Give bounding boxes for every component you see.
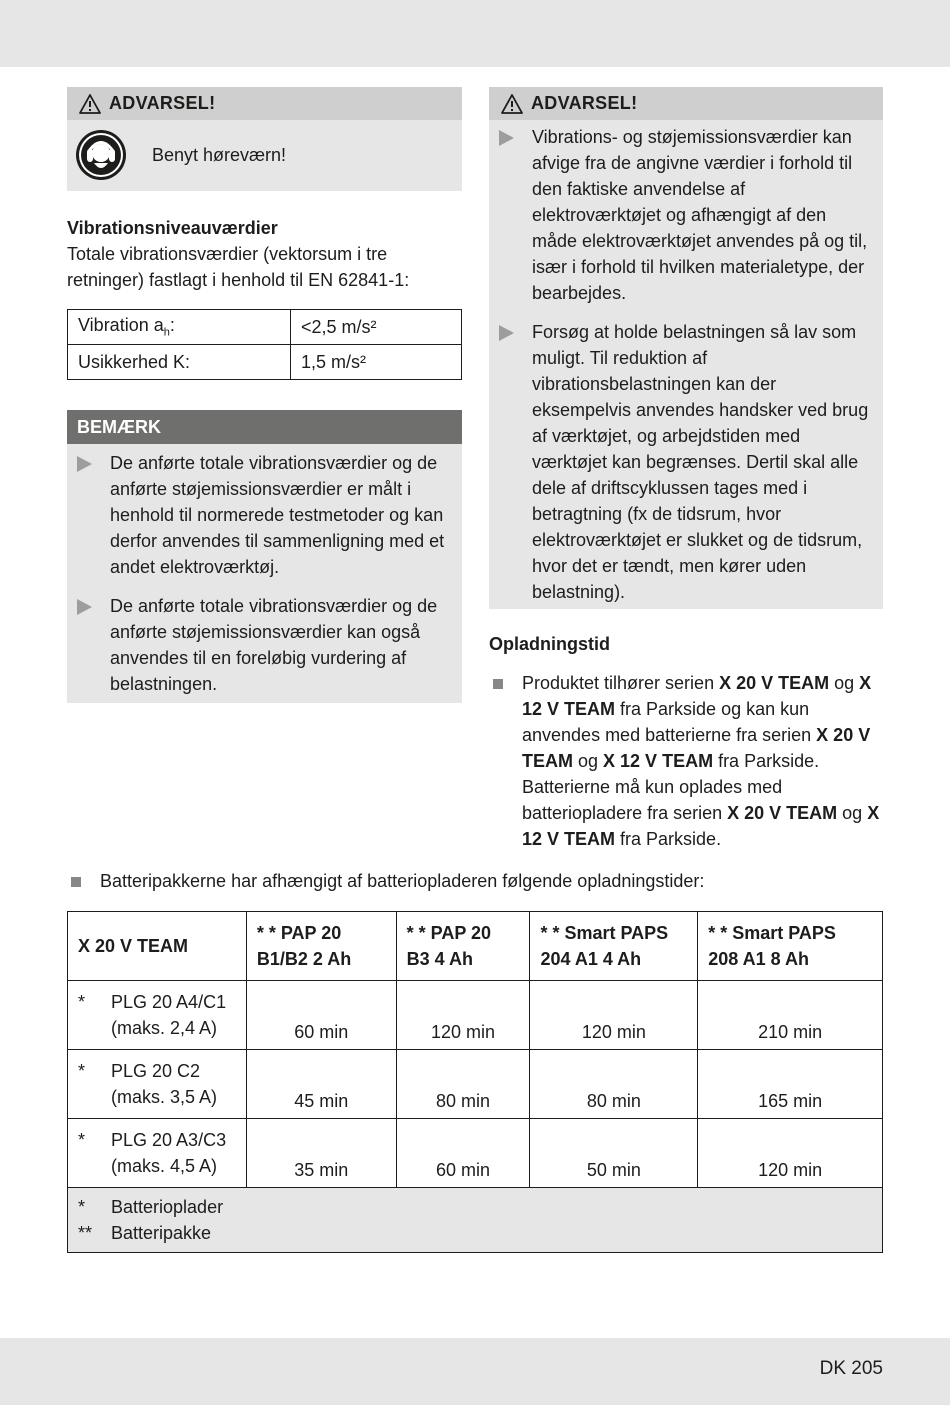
time-cell: 120 min (698, 1119, 883, 1188)
table-row (68, 345, 462, 380)
list-item: De anførte totale vibrationsværdier og de anførte støjemissionsværdier kan også anvendes til en foreløbig vurdering af belastningen. (67, 593, 462, 697)
time-cell: 120 min (396, 981, 530, 1050)
triangle-bullet-icon (499, 325, 514, 341)
table-header-row (68, 912, 883, 981)
time-cell: 210 min (698, 981, 883, 1050)
warning-body (67, 120, 462, 191)
time-cell: 120 min (530, 981, 698, 1050)
note-list (67, 444, 462, 697)
column-header: * * PAP 20 B1/B2 2 Ah (246, 912, 396, 981)
charger-cell: * PLG 20 A4/C1 (maks. 2,4 A) (68, 981, 247, 1050)
triangle-bullet-icon (77, 456, 92, 472)
triangle-bullet-icon (499, 130, 514, 146)
time-cell: 45 min (246, 1050, 396, 1119)
list-item: De anførte totale vibrationsværdier og de anførte støjemissionsværdier er målt i henhold til normerede testmetoder og kan derfor anvendes til sammenligning med et andet elektroværktøj. (67, 450, 462, 580)
table-row (68, 1119, 883, 1188)
warning-triangle-icon (79, 94, 101, 114)
top-margin-band (0, 0, 950, 67)
warning-header (67, 87, 462, 120)
vibration-warning-box (489, 87, 883, 609)
table-row (68, 1050, 883, 1119)
note-header: BEMÆRK (67, 410, 462, 444)
vibration-heading: Vibrationsniveauværdier (67, 218, 278, 238)
triangle-bullet-icon (77, 599, 92, 615)
charging-compat-item: Produktet tilhører serien X 20 V TEAM og X 12 V TEAM fra Parkside og kan kun anvendes med batterierne fra serien X 20 V TEAM og X 12 V TEAM fra Parkside. Batterierne må kun oplades med batteriopladere fra serien X 20 V TEAM og X 12 V TEAM fra Parkside. (489, 670, 883, 852)
legend-cell: * Batterioplader ** Batteripakke (68, 1188, 883, 1253)
column-header: * * PAP 20 B3 4 Ah (396, 912, 530, 981)
ear-protection-icon (75, 129, 127, 181)
warning-header (489, 87, 883, 120)
vibration-value-cell: <2,5 m/s² (291, 310, 462, 345)
warning-list (489, 120, 883, 609)
right-column (489, 87, 883, 852)
time-cell: 80 min (396, 1050, 530, 1119)
table-row (68, 310, 462, 345)
uncertainty-value-cell: 1,5 m/s² (291, 345, 462, 380)
column-header: X 20 V TEAM (68, 912, 247, 981)
note-box (67, 410, 462, 703)
square-bullet-icon (71, 877, 81, 887)
charger-cell: * PLG 20 A3/C3 (maks. 4,5 A) (68, 1119, 247, 1188)
time-cell: 165 min (698, 1050, 883, 1119)
vibration-label-cell: Vibration $a_h$: (68, 310, 291, 345)
page-number: DK 205 (819, 1358, 883, 1379)
hearing-warning-box (67, 87, 462, 191)
column-header: * * Smart PAPS 204 A1 4 Ah (530, 912, 698, 981)
vibration-table (67, 309, 462, 380)
column-header: * * Smart PAPS 208 A1 8 Ah (698, 912, 883, 981)
square-bullet-icon (493, 679, 503, 689)
time-cell: 50 min (530, 1119, 698, 1188)
time-cell: 80 min (530, 1050, 698, 1119)
time-cell: 35 min (246, 1119, 396, 1188)
time-cell: 60 min (396, 1119, 530, 1188)
time-cell: 60 min (246, 981, 396, 1050)
warning-title: ADVARSEL! (109, 93, 216, 113)
charging-times-note: Batteripakkerne har afhængigt af batteriopladeren følgende opladningstider: (67, 868, 920, 894)
warning-text: Benyt høreværn! (152, 144, 287, 165)
charger-cell: * PLG 20 C2 (maks. 3,5 A) (68, 1050, 247, 1119)
warning-triangle-icon (501, 94, 523, 114)
vibration-intro: Totale vibrationsværdier (vektorsum i tre retninger) fastlagt i henhold til EN 62841-1: (67, 244, 410, 290)
charging-heading: Opladningstid (489, 634, 610, 654)
bottom-margin-band (0, 1338, 950, 1405)
uncertainty-label-cell: Usikkerhed K: (68, 345, 291, 380)
table-legend-row (68, 1188, 883, 1253)
left-column (67, 87, 462, 703)
table-row (68, 981, 883, 1050)
charging-times-table (67, 911, 883, 1253)
list-item: Forsøg at holde belastningen så lav som muligt. Til reduktion af vibrationsbelastningen kan der eksempelvis anvendes handsker ved brug af værktøjet, og arbejdstiden med værktøjet kan begrænses. Dertil skal alle dele af driftscyklussen tages med i betragtning (fx de tidsrum, hvor elektroværktøjet er slukket og de tidsrum, hvor det er tændt, men kører uden belastning). (489, 319, 883, 605)
list-item: Vibrations- og støjemissionsværdier kan afvige fra de angivne værdier i forhold til den faktiske anvendelse af elektroværktøjet og afhængigt af den måde elektroværktøjet anvendes på og til, især i forhold til hvilken materialetype, der bearbejdes. (489, 124, 883, 306)
warning-title: ADVARSEL! (531, 93, 638, 113)
